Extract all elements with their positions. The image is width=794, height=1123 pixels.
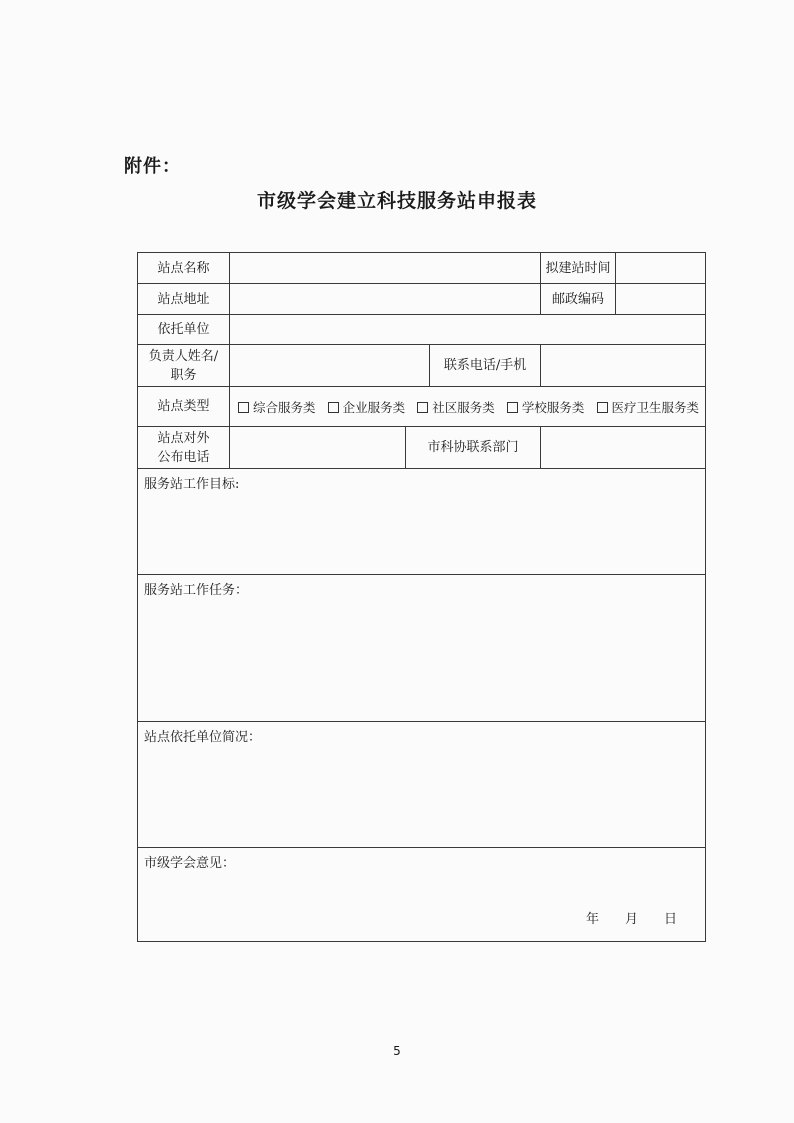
row-site-name bbox=[138, 253, 706, 284]
host-summary-area[interactable] bbox=[138, 722, 706, 848]
checkbox-icon[interactable] bbox=[328, 402, 339, 413]
person-label-line2: 职务 bbox=[170, 367, 197, 383]
society-opinion-label: 市级学会意见： bbox=[144, 856, 236, 871]
row-work-goal bbox=[138, 469, 706, 575]
application-form-table bbox=[137, 252, 706, 942]
type-option-label: 企业服务类 bbox=[342, 399, 406, 415]
type-option-label: 医疗卫生服务类 bbox=[611, 399, 700, 415]
form-title: 市级学会建立科技服务站申报表 bbox=[256, 190, 537, 212]
row-person bbox=[138, 345, 706, 387]
public-phone-label-line1: 站点对外 bbox=[157, 430, 210, 446]
site-type-options bbox=[230, 387, 706, 427]
row-site-address bbox=[138, 284, 706, 315]
liaison-dept-field[interactable] bbox=[541, 427, 706, 469]
society-opinion-area[interactable] bbox=[138, 848, 706, 942]
row-work-task bbox=[138, 575, 706, 722]
host-summary-label: 站点依托单位简况： bbox=[144, 730, 262, 745]
postal-code-label: 邮政编码 bbox=[541, 284, 616, 315]
date-year: 年 bbox=[585, 912, 599, 927]
contact-phone-label: 联系电话/手机 bbox=[430, 345, 541, 387]
checkbox-icon[interactable] bbox=[417, 402, 428, 413]
postal-code-field[interactable] bbox=[616, 284, 706, 315]
public-phone-field[interactable] bbox=[230, 427, 406, 469]
planned-time-label: 拟建站时间 bbox=[541, 253, 616, 284]
host-unit-label: 依托单位 bbox=[138, 315, 230, 345]
site-name-label: 站点名称 bbox=[138, 253, 230, 284]
site-address-field[interactable] bbox=[230, 284, 541, 315]
type-option-label: 社区服务类 bbox=[432, 399, 495, 415]
type-option-label: 学校服务类 bbox=[521, 399, 585, 415]
public-phone-label-line2: 公布电话 bbox=[157, 449, 210, 465]
work-goal-area[interactable] bbox=[138, 469, 706, 575]
work-task-area[interactable] bbox=[138, 575, 706, 722]
public-phone-label bbox=[138, 427, 230, 469]
page-number: 5 bbox=[393, 1044, 401, 1058]
type-option-label: 综合服务类 bbox=[253, 399, 316, 415]
site-type-label: 站点类型 bbox=[138, 387, 230, 427]
date-day: 日 bbox=[664, 912, 678, 927]
row-host-unit bbox=[138, 315, 706, 345]
contact-phone-field[interactable] bbox=[541, 345, 706, 387]
checkbox-icon[interactable] bbox=[238, 402, 249, 413]
row-public-phone bbox=[138, 427, 706, 469]
liaison-dept-label: 市科协联系部门 bbox=[406, 427, 541, 469]
checkbox-icon[interactable] bbox=[597, 402, 608, 413]
row-site-type bbox=[138, 387, 706, 427]
row-host-summary bbox=[138, 722, 706, 848]
person-field[interactable] bbox=[230, 345, 430, 387]
type-option-comprehensive[interactable] bbox=[238, 398, 316, 416]
attachment-label: 附件： bbox=[124, 156, 181, 177]
host-unit-field[interactable] bbox=[230, 315, 706, 345]
site-address-label: 站点地址 bbox=[138, 284, 230, 315]
checkbox-icon[interactable] bbox=[507, 402, 518, 413]
site-name-field[interactable] bbox=[230, 253, 541, 284]
person-label-line1: 负责人姓名/ bbox=[148, 348, 219, 364]
type-option-enterprise[interactable] bbox=[328, 398, 406, 416]
row-society-opinion bbox=[138, 848, 706, 942]
work-goal-label: 服务站工作目标: bbox=[144, 477, 240, 492]
work-task-label: 服务站工作任务： bbox=[144, 583, 249, 598]
type-option-medical[interactable] bbox=[597, 398, 700, 416]
date-month: 月 bbox=[624, 912, 638, 927]
date-line bbox=[586, 908, 677, 927]
type-option-community[interactable] bbox=[417, 398, 495, 416]
type-option-school[interactable] bbox=[507, 398, 585, 416]
person-label bbox=[138, 345, 230, 387]
planned-time-field[interactable] bbox=[616, 253, 706, 284]
